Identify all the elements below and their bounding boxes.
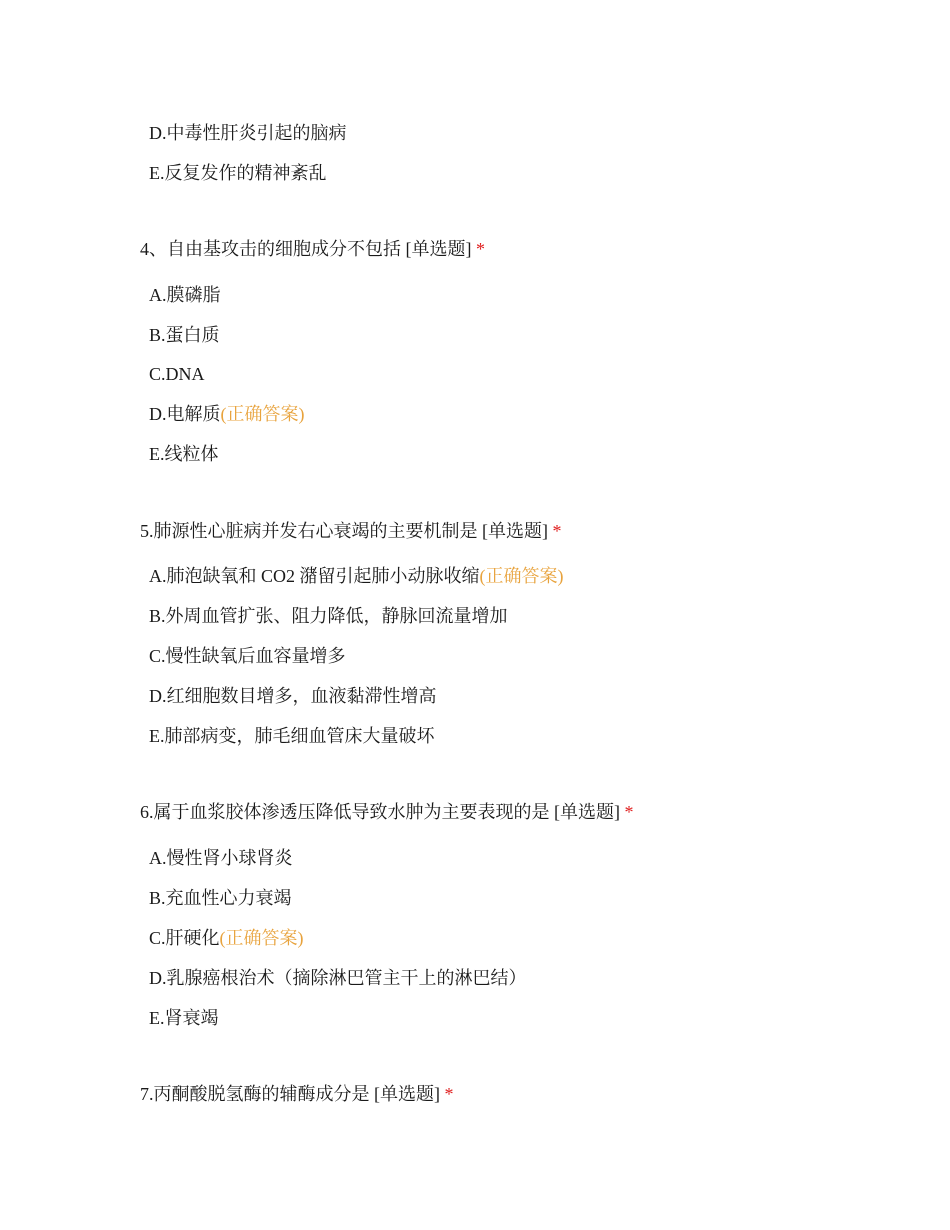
option-label: D.中毒性肝炎引起的脑病 xyxy=(149,123,347,143)
option-item[interactable] xyxy=(149,362,205,386)
option-item[interactable] xyxy=(149,644,346,668)
option-label: A.膜磷脂 xyxy=(149,285,221,305)
question-title xyxy=(140,1082,454,1106)
option-item[interactable] xyxy=(149,121,347,145)
option-label: D.乳腺癌根治术（摘除淋巴管主干上的淋巴结） xyxy=(149,968,527,988)
correct-answer-tag: (正确答案) xyxy=(219,928,304,948)
option-item[interactable] xyxy=(149,846,293,870)
required-mark: * xyxy=(476,239,485,259)
option-item[interactable] xyxy=(149,1006,219,1030)
option-item[interactable] xyxy=(149,283,221,307)
option-label: E.反复发作的精神紊乱 xyxy=(149,163,327,183)
option-label: E.线粒体 xyxy=(149,444,219,464)
option-item[interactable] xyxy=(149,323,220,347)
option-label: C.慢性缺氧后血容量增多 xyxy=(149,646,346,666)
option-label: C.DNA xyxy=(149,364,205,384)
option-item[interactable] xyxy=(149,604,508,628)
question-title xyxy=(140,519,562,543)
option-item[interactable] xyxy=(149,442,219,466)
question-title xyxy=(140,237,485,261)
option-label: B.蛋白质 xyxy=(149,325,220,345)
required-mark: * xyxy=(624,802,634,822)
option-label: B.外周血管扩张、阻力降低，静脉回流量增加 xyxy=(149,606,508,626)
correct-answer-tag: (正确答案) xyxy=(220,404,305,424)
option-item[interactable] xyxy=(149,926,304,950)
question-text: 5.肺源性心脏病并发右心衰竭的主要机制是 [单选题] xyxy=(140,521,548,541)
option-item[interactable] xyxy=(149,966,527,990)
required-mark: * xyxy=(444,1084,454,1104)
required-mark: * xyxy=(552,521,562,541)
question-title xyxy=(140,800,634,824)
option-item[interactable] xyxy=(149,161,327,185)
question-text: 4、自由基攻击的细胞成分不包括 [单选题] xyxy=(140,239,472,259)
option-label: E.肺部病变，肺毛细血管床大量破坏 xyxy=(149,726,435,746)
option-item[interactable] xyxy=(149,564,564,588)
option-label: C.肝硬化 xyxy=(149,928,220,948)
option-label: A.肺泡缺氧和 CO2 潴留引起肺小动脉收缩 xyxy=(149,566,480,586)
option-label: E.肾衰竭 xyxy=(149,1008,219,1028)
option-label: D.电解质 xyxy=(149,404,221,424)
option-item[interactable] xyxy=(149,724,435,748)
option-label: D.红细胞数目增多，血液黏滞性增高 xyxy=(149,686,437,706)
option-item[interactable] xyxy=(149,402,305,426)
question-text: 7.丙酮酸脱氢酶的辅酶成分是 [单选题] xyxy=(140,1084,440,1104)
question-text: 6.属于血浆胶体渗透压降低导致水肿为主要表现的是 [单选题] xyxy=(140,802,620,822)
option-label: A.慢性肾小球肾炎 xyxy=(149,848,293,868)
correct-answer-tag: (正确答案) xyxy=(479,566,564,586)
option-label: B.充血性心力衰竭 xyxy=(149,888,292,908)
option-item[interactable] xyxy=(149,684,437,708)
option-item[interactable] xyxy=(149,886,292,910)
